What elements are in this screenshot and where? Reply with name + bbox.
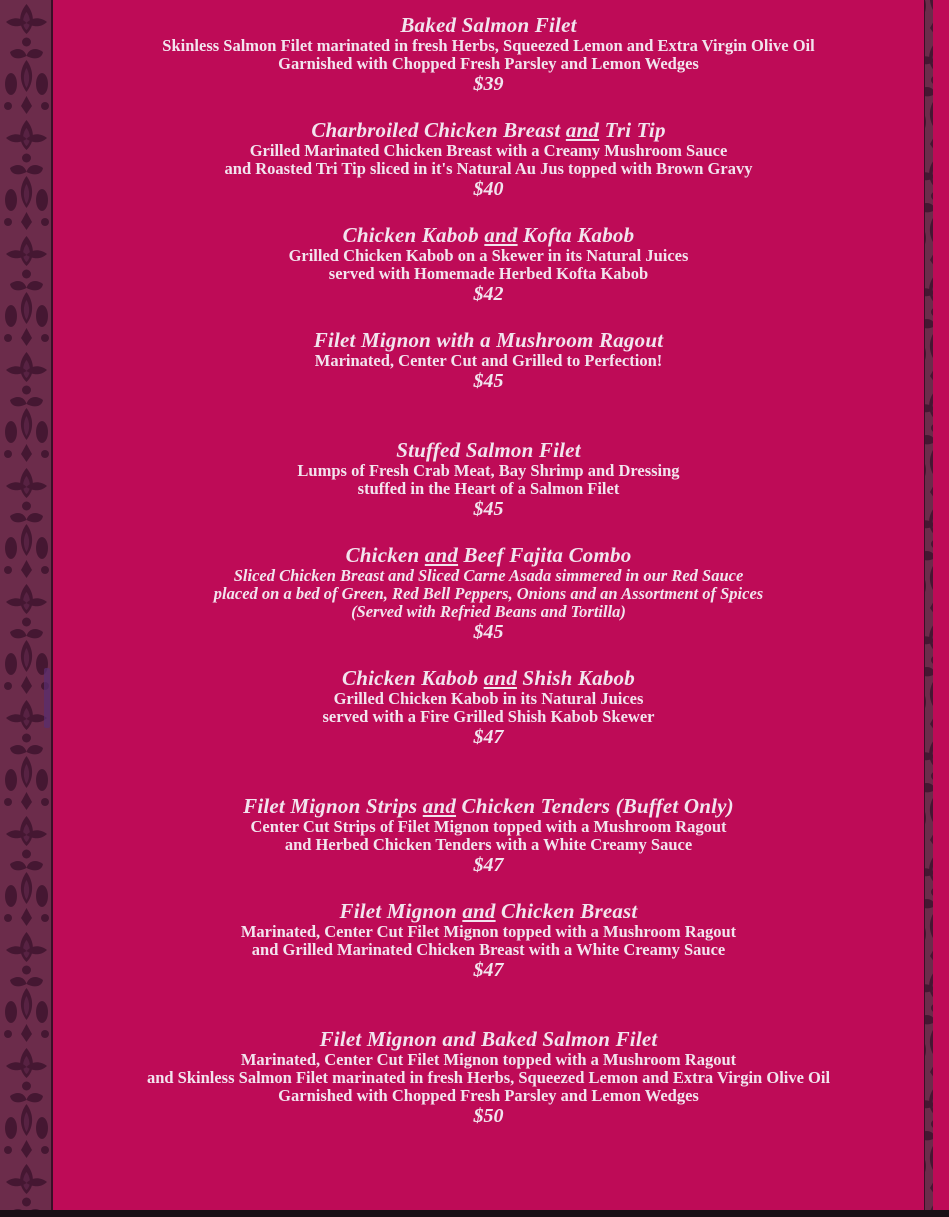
menu-list xyxy=(53,0,924,1151)
menu-item-description xyxy=(53,1051,924,1105)
menu-item-description-line: and Roasted Tri Tip sliced in it's Natural Au Jus topped with Brown Gravy xyxy=(224,159,753,178)
menu-item-description-line: (Served with Refried Beans and Tortilla) xyxy=(351,602,626,621)
menu-item-description-line: Grilled Marinated Chicken Breast with a Creamy Mushroom Sauce xyxy=(249,141,728,160)
menu-item-price: $42 xyxy=(473,283,504,305)
title-segment: and xyxy=(483,666,517,690)
menu-item-price: $45 xyxy=(473,621,504,643)
purple-accent-stripe xyxy=(44,668,50,728)
title-segment: Chicken Breast xyxy=(495,899,638,923)
menu-item-title xyxy=(53,544,924,567)
damask-pattern-icon xyxy=(0,0,51,1217)
menu-item-price: $47 xyxy=(473,854,504,876)
menu-item-title xyxy=(53,224,924,247)
menu-item-price: $39 xyxy=(473,73,504,95)
title-segment: Filet Mignon xyxy=(339,899,463,923)
menu-item-description xyxy=(53,923,924,959)
title-segment: Chicken Kabob xyxy=(342,666,484,690)
title-segment: Baked Salmon Filet xyxy=(400,13,577,37)
title-segment: Charbroiled Chicken Breast xyxy=(311,118,566,142)
menu-item-description-line: stuffed in the Heart of a Salmon Filet xyxy=(357,479,620,498)
menu-item xyxy=(53,795,924,876)
menu-item-price: $45 xyxy=(473,498,504,520)
title-segment: and xyxy=(424,543,459,567)
menu-item-description-line: and Herbed Chicken Tenders with a White Creamy Sauce xyxy=(284,835,693,854)
menu-item xyxy=(53,14,924,95)
title-segment: and xyxy=(484,223,518,247)
menu-item-description-line: served with a Fire Grilled Shish Kabob Skewer xyxy=(322,707,655,726)
menu-item-description xyxy=(53,37,924,73)
menu-item-description xyxy=(53,462,924,498)
menu-item xyxy=(53,667,924,748)
menu-item-description-line: Marinated, Center Cut Filet Mignon topped with a Mushroom Ragout xyxy=(240,922,737,941)
menu-item-price: $45 xyxy=(473,370,504,392)
menu-item-description xyxy=(53,567,924,621)
menu-item-description-line: Grilled Chicken Kabob in its Natural Juices xyxy=(333,689,644,708)
title-segment: Tri Tip xyxy=(599,118,666,142)
title-segment: Kofta Kabob xyxy=(517,223,635,247)
menu-item-description-line: Lumps of Fresh Crab Meat, Bay Shrimp and Dressing xyxy=(297,461,680,480)
title-segment: Chicken xyxy=(345,543,425,567)
title-segment: Shish Kabob xyxy=(516,666,635,690)
menu-item-price: $47 xyxy=(473,726,504,748)
menu-item-description-line: and Skinless Salmon Filet marinated in fresh Herbs, Squeezed Lemon and Extra Virgin Olive Oil xyxy=(146,1068,831,1087)
menu-item xyxy=(53,224,924,305)
menu-item xyxy=(53,900,924,981)
menu-item-price: $50 xyxy=(473,1105,504,1127)
menu-item-title xyxy=(53,119,924,142)
menu-item-title xyxy=(53,667,924,690)
menu-item-title xyxy=(53,439,924,462)
menu-item xyxy=(53,1028,924,1127)
title-segment: and xyxy=(462,899,496,923)
menu-item-title xyxy=(53,900,924,923)
title-segment: Filet Mignon and Baked Salmon Filet xyxy=(319,1027,658,1051)
menu-item xyxy=(53,119,924,200)
title-segment: Beef Fajita Combo xyxy=(458,543,632,567)
title-segment: Chicken Tenders (Buffet Only) xyxy=(456,794,734,818)
menu-item-description-line: placed on a bed of Green, Red Bell Peppers, Onions and an Assortment of Spices xyxy=(213,584,764,603)
menu-item-description-line: Garnished with Chopped Fresh Parsley and Lemon Wedges xyxy=(278,1086,699,1105)
bottom-bar xyxy=(0,1210,949,1217)
menu-item-description-line: Garnished with Chopped Fresh Parsley and Lemon Wedges xyxy=(278,54,699,73)
menu-item-description-line: Center Cut Strips of Filet Mignon topped with a Mushroom Ragout xyxy=(250,817,727,836)
menu-item-price: $40 xyxy=(473,178,504,200)
title-segment: Filet Mignon with a Mushroom Ragout xyxy=(313,328,664,352)
menu-item-description-line: Skinless Salmon Filet marinated in fresh Herbs, Squeezed Lemon and Extra Virgin Olive Oil xyxy=(162,36,815,55)
title-segment: and xyxy=(565,118,600,142)
title-segment: and xyxy=(422,794,457,818)
menu-item xyxy=(53,329,924,392)
menu-item-title xyxy=(53,1028,924,1051)
menu-item xyxy=(53,439,924,520)
title-segment: Stuffed Salmon Filet xyxy=(396,438,581,462)
menu-item-description-line: Grilled Chicken Kabob on a Skewer in its Natural Juices xyxy=(288,246,689,265)
menu-item-price: $47 xyxy=(473,959,504,981)
menu-item-title xyxy=(53,329,924,352)
menu-item-title xyxy=(53,14,924,37)
menu-item-description-line: Marinated, Center Cut Filet Mignon topped with a Mushroom Ragout xyxy=(240,1050,737,1069)
menu-item-description-line: served with Homemade Herbed Kofta Kabob xyxy=(328,264,649,283)
menu-item-description-line: Sliced Chicken Breast and Sliced Carne Asada simmered in our Red Sauce xyxy=(233,566,744,585)
menu-item xyxy=(53,544,924,643)
right-damask-border xyxy=(924,0,949,1217)
title-segment: Chicken Kabob xyxy=(342,223,485,247)
title-segment: Filet Mignon Strips xyxy=(243,794,423,818)
menu-item-description xyxy=(53,142,924,178)
left-damask-border xyxy=(0,0,53,1217)
menu-item-description-line: Marinated, Center Cut and Grilled to Perfection! xyxy=(314,351,663,370)
menu-item-description xyxy=(53,352,924,370)
menu-item-description-line: and Grilled Marinated Chicken Breast with a White Creamy Sauce xyxy=(251,940,726,959)
menu-item-title xyxy=(53,795,924,818)
menu-item-description xyxy=(53,818,924,854)
damask-pattern-icon xyxy=(925,0,949,1217)
menu-item-description xyxy=(53,690,924,726)
menu-item-description xyxy=(53,247,924,283)
